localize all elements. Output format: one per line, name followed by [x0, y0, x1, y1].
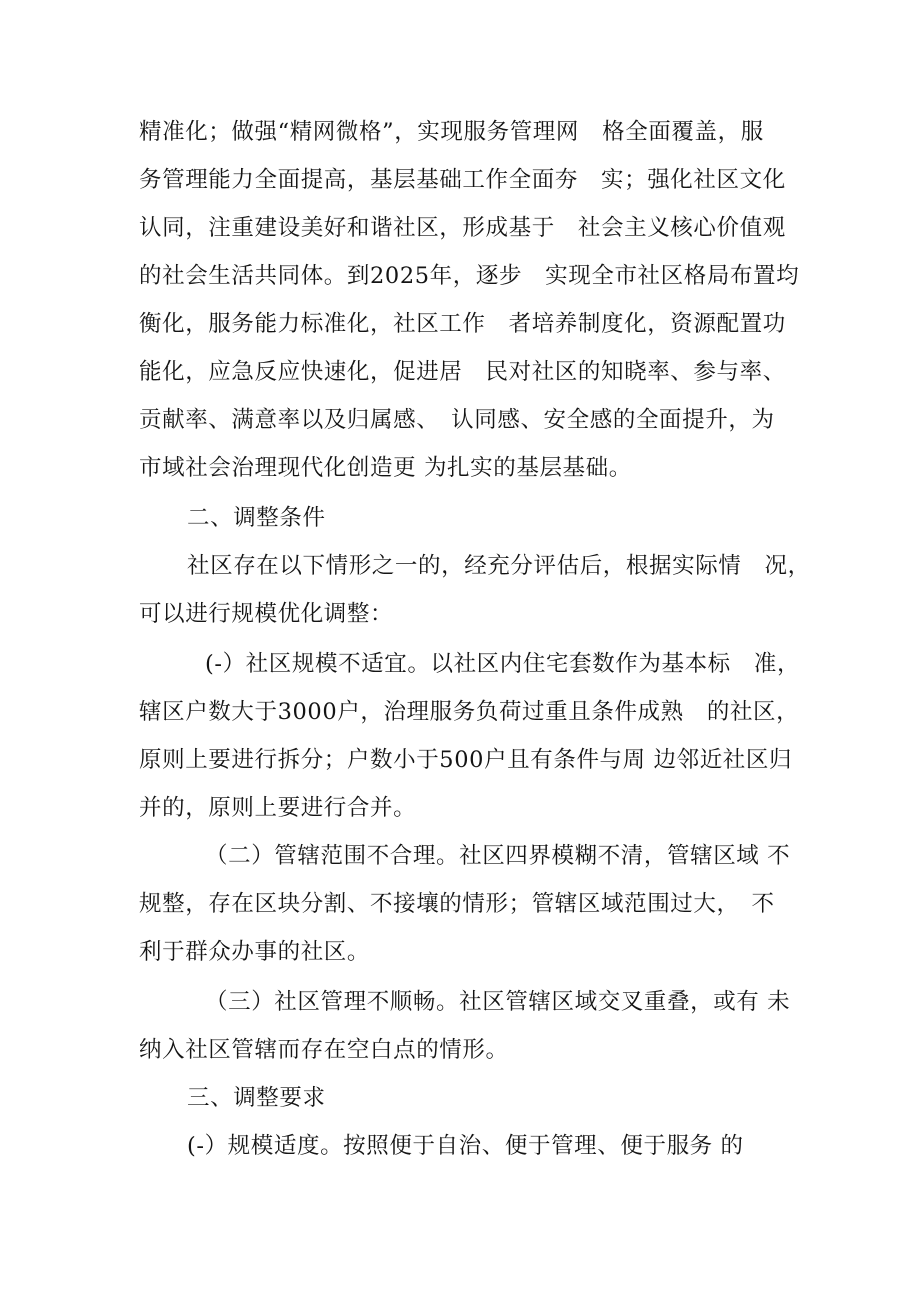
text-line: (-）社区规模不适宜。以社区内住宅套数作为基本标 准， [205, 651, 801, 677]
text-line: 可以进行规模优化调整： [139, 601, 394, 627]
text-line: (-）规模适度。按照便于自治、便于管理、便于服务 的 [187, 1133, 744, 1159]
text-line: 的社会生活共同体。到2025年，逐步 实现全市社区格局布置均 [139, 263, 800, 289]
text-line: （二）管辖范围不合理。社区四界模糊不清，管辖区域 不 [205, 843, 791, 869]
text-line: 衡化，服务能力标准化，社区工作 者培养制度化，资源配置功 [139, 311, 786, 337]
text-line: 贡献率、满意率以及归属感、 认同感、安全感的全面提升，为 [139, 407, 775, 433]
text-line: 辖区户数大于3000户，治理服务负荷过重且条件成熟 的社区， [139, 699, 800, 725]
text-line: 规整，存在区块分割、不接壤的情形；管辖区域范围过大， 不 [139, 891, 775, 917]
text-line: 市域社会治理现代化创造更 为扎实的基层基础。 [139, 455, 632, 481]
section-heading: 三、调整要求 [187, 1085, 326, 1111]
text-line: 并的，原则上要进行合并。 [139, 795, 417, 821]
text-line: 务管理能力全面提高，基层基础工作全面夯 实；强化社区文化 [139, 167, 786, 193]
text-line: （三）社区管理不顺畅。社区管辖区域交叉重叠，或有 未 [205, 989, 791, 1015]
text-line: 社区存在以下情形之一的，经充分评估后，根据实际情 况， [187, 553, 811, 579]
text-line: 能化，应急反应快速化，促进居 民对社区的知晓率、参与率、 [139, 359, 786, 385]
text-line: 纳入社区管辖而存在空白点的情形。 [139, 1037, 509, 1063]
text-line: 认同，注重建设美好和谐社区，形成基于 社会主义核心价值观 [139, 215, 786, 241]
text-line: 原则上要进行拆分；户数小于500户且有条件与周 边邻近社区归 [139, 747, 793, 773]
section-heading: 二、调整条件 [187, 505, 326, 531]
text-line: 精准化；做强“精网微格”，实现服务管理网 格全面覆盖，服 [139, 119, 764, 145]
text-line: 利于群众办事的社区。 [139, 939, 371, 965]
